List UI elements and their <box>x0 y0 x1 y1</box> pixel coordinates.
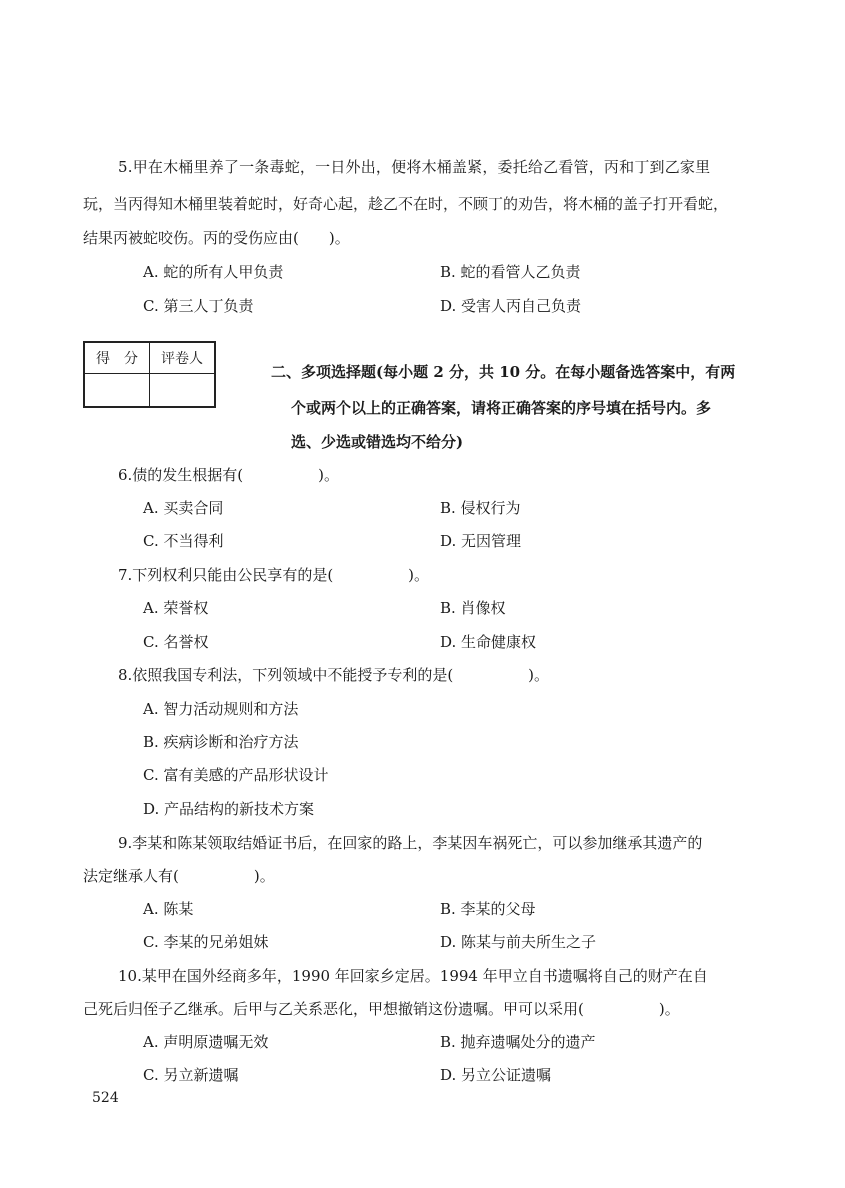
q9-stem-line-2: 法定继承人有( )。 <box>83 867 275 885</box>
q5-stem-line-2: 玩，当丙得知木桶里装着蛇时，好奇心起，趁乙不在时，不顾丁的劝告，将木桶的盖子打开看蛇， <box>83 195 729 213</box>
q5-option-b: B. 蛇的看管人乙负责 <box>440 263 581 281</box>
q10-stem-line-1: 10.某甲在国外经商多年，1990 年回家乡定居。1994 年甲立自书遗嘱将自己的财产在自 <box>118 967 708 985</box>
score-label: 得 分 <box>84 342 150 374</box>
q10-stem-line-2: 己死后归侄子乙继承。后甲与乙关系恶化，甲想撤销这份遗嘱。甲可以采用( )。 <box>83 1000 680 1018</box>
grader-label: 评卷人 <box>150 342 216 374</box>
q7-option-a: A. 荣誉权 <box>143 599 209 617</box>
section2-heading-line-3: 选、少选或错选均不给分) <box>291 433 464 451</box>
q9-option-c: C. 李某的兄弟姐妹 <box>143 933 269 951</box>
q10-option-a: A. 声明原遗嘱无效 <box>143 1033 269 1051</box>
q8-option-d: D. 产品结构的新技术方案 <box>143 800 315 818</box>
section2-heading-line-2: 个或两个以上的正确答案，请将正确答案的序号填在括号内。多 <box>291 399 712 417</box>
section2-heading-line-1: 二、多项选择题(每小题 2 分，共 10 分。在每小题备选答案中，有两 <box>271 363 736 381</box>
q10-option-c: C. 另立新遗嘱 <box>143 1066 239 1084</box>
q9-option-d: D. 陈某与前夫所生之子 <box>440 933 597 951</box>
score-cell[interactable] <box>84 374 150 408</box>
q10-option-b: B. 抛弃遗嘱处分的遗产 <box>440 1033 596 1051</box>
q6-option-d: D. 无因管理 <box>440 532 522 550</box>
q10-option-d: D. 另立公证遗嘱 <box>440 1066 552 1084</box>
q8-option-b: B. 疾病诊断和治疗方法 <box>143 733 299 751</box>
q7-option-b: B. 肖像权 <box>440 599 506 617</box>
q8-option-a: A. 智力活动规则和方法 <box>143 700 299 718</box>
q6-option-c: C. 不当得利 <box>143 532 224 550</box>
q5-option-c: C. 第三人丁负责 <box>143 297 254 315</box>
page-number: 524 <box>92 1090 119 1106</box>
q6-option-a: A. 买卖合同 <box>143 499 224 517</box>
q6-stem: 6.债的发生根据有( )。 <box>118 466 340 484</box>
q9-option-a: A. 陈某 <box>143 900 194 918</box>
q6-option-b: B. 侵权行为 <box>440 499 521 517</box>
q7-option-d: D. 生命健康权 <box>440 633 537 651</box>
q5-option-d: D. 受害人丙自己负责 <box>440 297 582 315</box>
q9-stem-line-1: 9.李某和陈某领取结婚证书后，在回家的路上，李某因车祸死亡，可以参加继承其遗产的 <box>118 834 703 852</box>
score-table <box>83 341 216 408</box>
q7-option-c: C. 名誉权 <box>143 633 209 651</box>
q5-stem-line-1: 5.甲在木桶里养了一条毒蛇，一日外出，便将木桶盖紧，委托给乙看管，丙和丁到乙家里 <box>118 158 711 176</box>
q8-stem: 8.依照我国专利法，下列领域中不能授予专利的是( )。 <box>118 666 550 684</box>
q5-stem-line-3: 结果丙被蛇咬伤。丙的受伤应由( )。 <box>83 229 350 247</box>
q5-option-a: A. 蛇的所有人甲负责 <box>143 263 284 281</box>
q7-stem: 7.下列权利只能由公民享有的是( )。 <box>118 566 430 584</box>
q8-option-c: C. 富有美感的产品形状设计 <box>143 766 329 784</box>
q9-option-b: B. 李某的父母 <box>440 900 536 918</box>
grader-cell[interactable] <box>150 374 216 408</box>
